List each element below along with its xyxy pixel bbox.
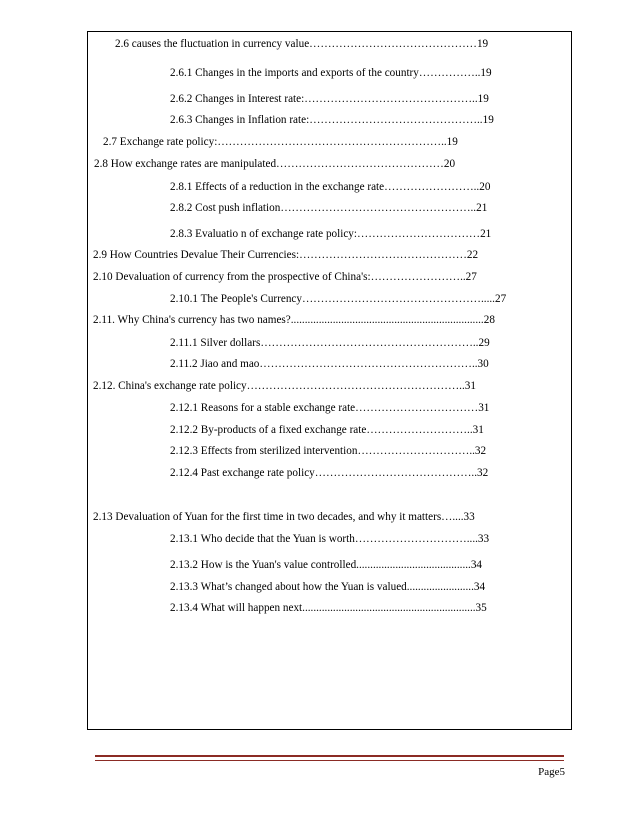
toc-entry-2-7[interactable]: 2.7 Exchange rate policy:……………………………………………………..19 — [103, 136, 458, 148]
toc-entry-2-12-2[interactable]: 2.12.2 By-products of a fixed exchange rate………………………..31 — [170, 424, 484, 436]
toc-entry-2-11[interactable]: 2.11. Why China's currency has two names?.....................................................................28 — [93, 314, 495, 326]
toc-entry-2-9[interactable]: 2.9 How Countries Devalue Their Currencies:………………………………………22 — [93, 249, 479, 261]
toc-entry-2-12-4[interactable]: 2.12.4 Past exchange rate policy……………………………………..32 — [170, 467, 489, 479]
toc-entry-2-13-2[interactable]: 2.13.2 How is the Yuan's value controlled.........................................34 — [170, 559, 483, 571]
toc-entry-2-13-3[interactable]: 2.13.3 What’s changed about how the Yuan is valued........................34 — [170, 581, 486, 593]
toc-entry-2-12[interactable]: 2.12. China's exchange rate policy…………………………………………………..31 — [93, 380, 476, 392]
page-number: Page5 — [538, 766, 565, 778]
toc-entry-2-8-1[interactable]: 2.8.1 Effects of a reduction in the exchange rate……………………..20 — [170, 181, 491, 193]
toc-entry-2-8-2[interactable]: 2.8.2 Cost push inflation……………………………………………..21 — [170, 202, 488, 214]
toc-entry-2-6-1[interactable]: 2.6.1 Changes in the imports and exports of the country……………..19 — [170, 67, 492, 79]
toc-entry-2-6-2[interactable]: 2.6.2 Changes in Interest rate:………………………………………..19 — [170, 93, 489, 105]
toc-entry-2-13-1[interactable]: 2.13.1 Who decide that the Yuan is worth…………………………....33 — [170, 533, 490, 545]
toc-entry-2-12-3[interactable]: 2.12.3 Effects from sterilized intervention…………………………..32 — [170, 445, 487, 457]
toc-entry-2-13[interactable]: 2.13 Devaluation of Yuan for the first time in two decades, and why it matters…....33 — [93, 511, 475, 523]
footer-rule-thin — [95, 760, 564, 761]
toc-entry-2-6[interactable]: 2.6 causes the fluctuation in currency value………………………………………19 — [115, 38, 489, 50]
toc-entry-2-8[interactable]: 2.8 How exchange rates are manipulated………………………………………20 — [94, 158, 456, 170]
toc-entry-2-11-2[interactable]: 2.11.2 Jiao and mao…………………………………………………..30 — [170, 358, 489, 370]
toc-entry-2-11-1[interactable]: 2.11.1 Silver dollars…………………………………………………..29 — [170, 337, 490, 349]
toc-entry-2-6-3[interactable]: 2.6.3 Changes in Inflation rate:………………………………………..19 — [170, 114, 494, 126]
toc-entry-2-10[interactable]: 2.10 Devaluation of currency from the prospective of China's:……………………..27 — [93, 271, 477, 283]
toc-entry-2-10-1[interactable]: 2.10.1 The People's Currency………………………………………….....27 — [170, 293, 507, 305]
toc-entry-2-13-4[interactable]: 2.13.4 What will happen next..............................................................35 — [170, 602, 487, 614]
toc-entry-2-12-1[interactable]: 2.12.1 Reasons for a stable exchange rate……………………………31 — [170, 402, 490, 414]
toc-entry-2-8-3[interactable]: 2.8.3 Evaluatio n of exchange rate policy:……………………………21 — [170, 228, 492, 240]
footer-rule — [95, 755, 564, 757]
